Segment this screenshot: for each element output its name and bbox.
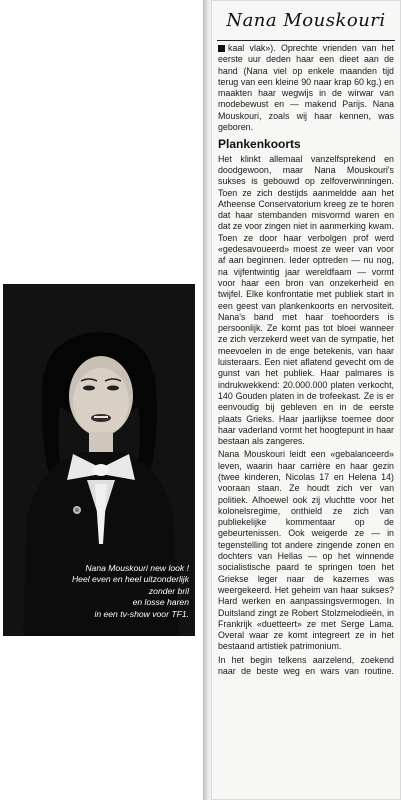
portrait-photo [3,284,195,636]
caption-line: in een tv-show voor TF1. [94,608,189,619]
paper-fold-edge [203,0,211,800]
section-heading: Plankenkoorts [218,137,301,152]
body-paragraph-1: Het klinkt allemaal vanzelfsprekend en doodgewoon, maar Nana Mouskouri's sukses is gebouwd op zelfoverwinningen. Toen ze zich destijds aanmeldde aan het Atheense Conservatorium kreeg ze te horen dat haar stembanden misvormd waren en dat ze voor zingen niet in aanmerking kwam. Toen ze door haar verbolgen prof werd «gedesavoueerd» moest ze weer van voor af aan beginnen. Ieder optreden — nu nog, na vijfentwintig jaar wereldfaam — vormt voor haar een bron van onzekerheid en twijfel. Elke konfrontatie met publiek start in een geest van plankenkoorts en nervositeit. Nana's band met haar toehoorders is persoonlijk. Ze komt pas tot bloei wanneer ze zich verzekerd weet van de sympatie, het meevoelen in de enge betekenis, van haar luisteraars. Een niet aflatend gevecht om de gunst van het publiek. Haar palmares is indrukwekkend: 20.000.000 platen verkocht, 140 Gouden platen in de trofeekast. Ze is er eenvoudig bij gebleven en in de eerste plaats Grieks. Haar jaarlijkse toernee door haar vaderland vormt het hoogtepunt in haar bestaan als zangeres. [218,153,394,447]
intro-text: kaal vlak»). Oprechte vrienden van het eerste uur deden haar een dieet aan de hand (Nana viel op enkele maanden tijd terug van een kleine 90 naar krap 60 kg.) en maakten haar wegwijs in de wirwar van modebewust en — makend Parijs. Nana Mouskouri, zoals wij haar kennen, was geboren. [218,43,394,133]
square-bullet-icon [218,45,225,52]
caption-line: Heel even en heel uitzonderlijk [71,574,189,584]
article-header [217,0,395,41]
newspaper-clipping [211,0,401,800]
caption-line: Nana Mouskouri new look ! [85,562,189,573]
caption-line: en losse haren [132,597,189,607]
article-header-title: Nana Mouskouri [226,9,386,31]
body-paragraph-3: In het begin telkens aarzelend, zoekend naar de beste weg en wars van routine. [218,654,394,677]
body-paragraph-2: Nana Mouskouri leidt een «gebalanceerd» leven, waarin haar carrière en haar gezin (twee kinderen, Nicolas 17 en Helena 14) vooraan staan. Ze houdt zich ver van politiek. Alhoewel ook zij vluchtte voor het kolonelsregime, onthield ze zich van publiekelijke kommentaar op de gebeurtenissen. Ook weigerde ze — in tegenstelling tot andere zingende zonen en dochters van Hellas — op het winnende socialistische paard te springen toen het Griekse leger naar de kazernes was weergekeerd. Het geheim van haar sukses? Hard werken en aanpassingsvermogen. In Duitsland zingt ze Robert Stolzmelodieën, in Frankrijk «duetteert» ze met Serge Lama. Overal waar ze komt integreert ze in het bestaand artistiek patrimonium. [218,449,394,652]
article-body [211,41,401,677]
photo-caption [3,563,189,621]
intro-paragraph [218,43,394,133]
caption-line: zonder bril [148,585,189,596]
